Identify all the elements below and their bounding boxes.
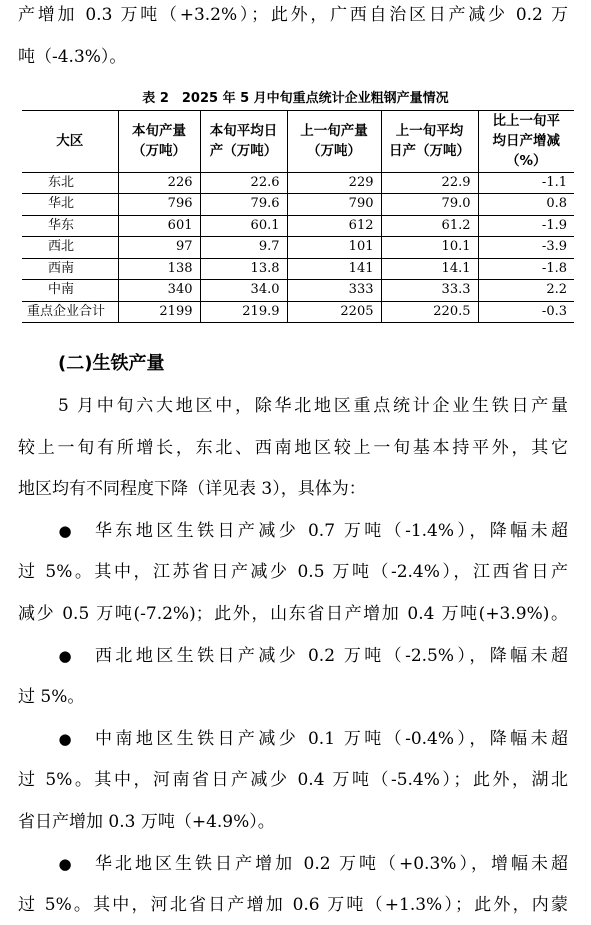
change-percent-cell: 0.8 [478, 194, 574, 216]
bullet-line: 中南地区生铁日产减少 0.1 万吨（-0.4%），降幅未超 [95, 728, 568, 749]
crude-steel-output-table [22, 110, 574, 323]
bullet-marker: ● [58, 854, 72, 873]
table-row [22, 215, 574, 237]
header-line: 比上一旬平 [492, 113, 560, 130]
paragraph-line: 较上一旬有所增长，东北、西南地区较上一旬基本持平外，其它 [18, 437, 568, 458]
previous-output-cell: 790 [287, 194, 381, 216]
current-output-cell: 340 [118, 280, 200, 302]
table-row [22, 280, 574, 302]
bullet-line: 华北地区生铁日产增加 0.2 万吨（+0.3%），增幅未超 [95, 853, 568, 874]
paragraph-line: 地区均有不同程度下降（详见表 3），具体为： [18, 479, 366, 500]
header-line: （万吨） [132, 143, 186, 160]
header-line: 本旬平均日 [209, 123, 278, 140]
bullet-line: 过 5%。其中，江苏省日产减少 0.5 万吨（-2.4%），江西省日产 [18, 562, 568, 583]
header-line: 均日产增减 [492, 133, 560, 150]
header-line: 上一旬产量 [300, 123, 368, 140]
header-previous-output [287, 111, 381, 173]
current-daily-average-cell: 13.8 [200, 258, 287, 280]
bullet-marker: ● [58, 646, 72, 665]
previous-output-cell: 612 [287, 215, 381, 237]
header-line: 产（万吨） [209, 143, 278, 160]
current-daily-average-cell: 9.7 [200, 237, 287, 259]
intro-line: 产增加 0.3 万吨（+3.2%）；此外，广西自治区日产减少 0.2 万 [18, 5, 568, 25]
table-row [22, 172, 574, 194]
change-percent-cell: -1.8 [478, 258, 574, 280]
header-region [22, 111, 118, 173]
header-current-daily-average [200, 111, 287, 173]
current-daily-average-cell: 60.1 [200, 215, 287, 237]
section-heading: (二)生铁产量 [58, 353, 165, 374]
header-current-output [118, 111, 200, 173]
previous-output-cell: 333 [287, 280, 381, 302]
current-output-cell: 138 [118, 258, 200, 280]
change-percent-cell: -1.9 [478, 215, 574, 237]
current-daily-average-cell: 79.6 [200, 194, 287, 216]
current-output-cell: 2199 [118, 301, 200, 323]
previous-daily-average-cell: 14.1 [381, 258, 478, 280]
change-percent-cell: -0.3 [478, 301, 574, 323]
current-output-cell: 601 [118, 215, 200, 237]
header-previous-daily-average [381, 111, 478, 173]
current-output-cell: 796 [118, 194, 200, 216]
previous-daily-average-cell: 220.5 [381, 301, 478, 323]
bullet-marker: ● [58, 729, 72, 748]
region-cell: 西南 [22, 258, 118, 280]
table-total-row [22, 301, 574, 323]
region-cell: 中南 [22, 280, 118, 302]
table-row [22, 194, 574, 216]
table-row [22, 258, 574, 280]
bullet-line: 过 5%。其中，河北省日产增加 0.6 万吨（+1.3%）；此外，内蒙 [18, 895, 568, 916]
region-cell: 西北 [22, 237, 118, 259]
table-caption: 表 2 2025 年 5 月中旬重点统计企业粗钢产量情况 [142, 91, 449, 106]
change-percent-cell: 2.2 [478, 280, 574, 302]
previous-daily-average-cell: 22.9 [381, 172, 478, 194]
paragraph-line: 5 月中旬六大地区中，除华北地区重点统计企业生铁日产量 [58, 396, 568, 416]
table-header-row [22, 111, 574, 173]
bullet-line: 过 5%。其中，河南省日产减少 0.4 万吨（-5.4%）；此外，湖北 [18, 770, 568, 791]
header-line: 日产（万吨） [389, 143, 470, 160]
previous-daily-average-cell: 79.0 [381, 194, 478, 216]
region-cell: 华北 [22, 194, 118, 216]
previous-output-cell: 101 [287, 237, 381, 259]
header-line: （万吨） [307, 143, 361, 160]
intro-line: 吨（-4.3%）。 [18, 47, 127, 67]
header-line: （%） [505, 153, 547, 170]
header-line: 上一旬平均 [395, 123, 464, 140]
current-daily-average-cell: 219.9 [200, 301, 287, 323]
region-cell: 华东 [22, 215, 118, 237]
bullet-line: 过 5%。 [18, 687, 85, 708]
previous-output-cell: 229 [287, 172, 381, 194]
bullet-marker: ● [58, 521, 72, 540]
header-line: 大区 [56, 133, 84, 150]
current-output-cell: 97 [118, 237, 200, 259]
previous-daily-average-cell: 33.3 [381, 280, 478, 302]
current-daily-average-cell: 22.6 [200, 172, 287, 194]
region-cell: 东北 [22, 172, 118, 194]
previous-output-cell: 141 [287, 258, 381, 280]
previous-daily-average-cell: 10.1 [381, 237, 478, 259]
header-daily-average-change [478, 111, 574, 173]
change-percent-cell: -3.9 [478, 237, 574, 259]
table-row [22, 237, 574, 259]
bullet-line: 西北地区生铁日产减少 0.2 万吨（-2.5%），降幅未超 [95, 645, 568, 666]
current-output-cell: 226 [118, 172, 200, 194]
previous-output-cell: 2205 [287, 301, 381, 323]
previous-daily-average-cell: 61.2 [381, 215, 478, 237]
change-percent-cell: -1.1 [478, 172, 574, 194]
region-cell: 重点企业合计 [22, 301, 118, 323]
bullet-line: 减少 0.5 万吨(-7.2%)；此外，山东省日产增加 0.4 万吨(+3.9%)。 [18, 604, 568, 624]
bullet-line: 华东地区生铁日产减少 0.7 万吨（-1.4%），降幅未超 [95, 520, 568, 541]
current-daily-average-cell: 34.0 [200, 280, 287, 302]
header-line: 本旬产量 [132, 123, 186, 140]
bullet-line: 省日产增加 0.3 万吨（+4.9%）。 [18, 812, 275, 832]
